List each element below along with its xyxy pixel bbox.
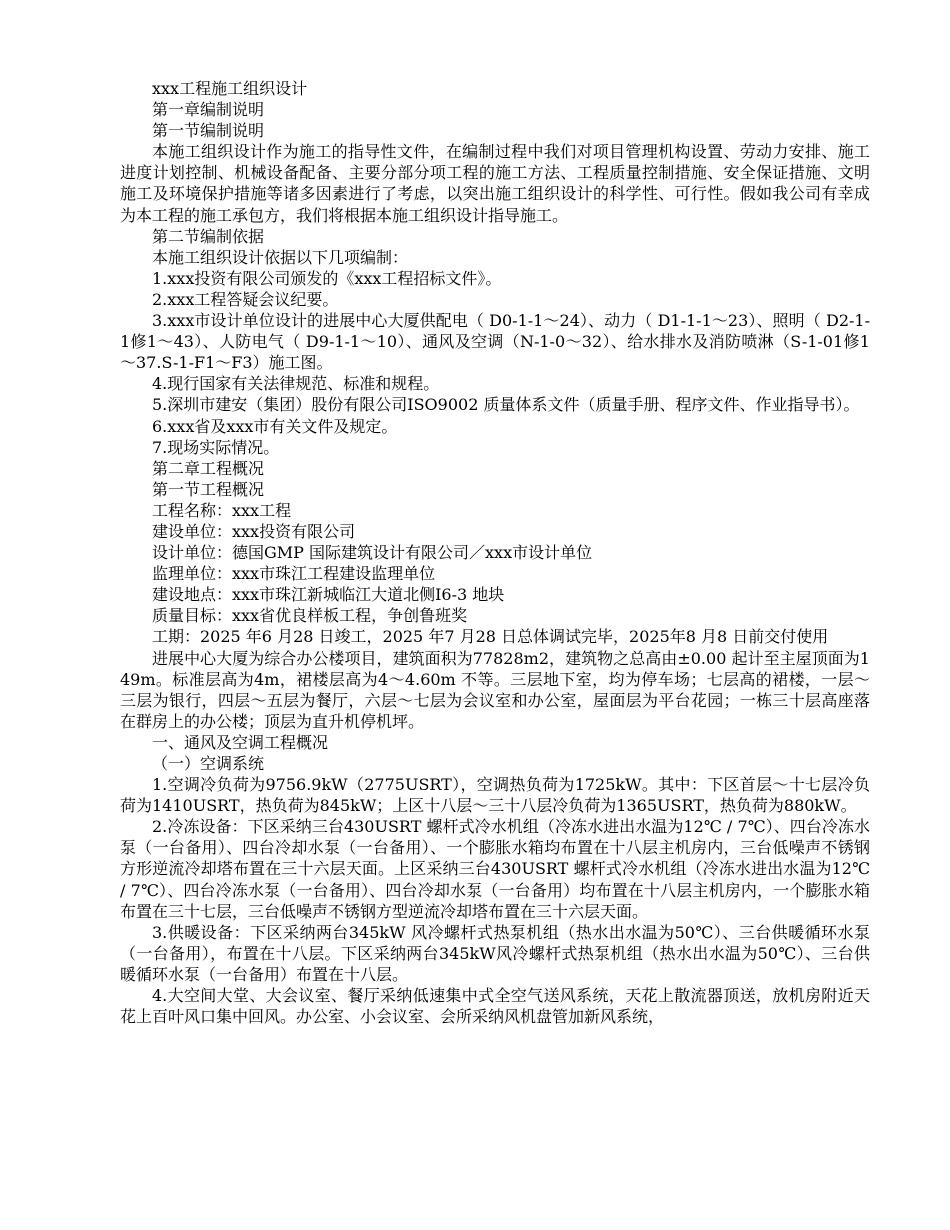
body-paragraph: 本施工组织设计作为施工的指导性文件，在编制过程中我们对项目管理机构设置、劳动力安排、施工进度计划控制、机械设备配备、主要分部分项工程的施工方法、工程质量控制措施、安全保证措施、文明施工及环境保护措施等诸多因素进行了考虑，以突出施工组织设计的科学性、可行性。假如我公司有幸成为本工程的施工承包方，我们将根据本施工组织设计指导施工。 [120, 142, 870, 225]
info-line: 工程名称：xxx工程 [152, 500, 292, 520]
list-item: 5.深圳市建安（集团）股份有限公司ISO9002 质量体系文件（质量手册、程序文件、作业指导书）。 [152, 395, 860, 415]
chapter-heading: 第一章编制说明 [152, 100, 265, 120]
body-paragraph: 进展中心大厦为综合办公楼项目，建筑面积为77828m2，建筑物之总高由±0.00 起计至主屋顶面为149m。标准层高为4m，裙楼层高为4～4.60m 不等。三层地下室，均为停车场；七层高的裙楼，一层～三层为银行，四层～五层为餐厅，六层～七层为会议室和办公室，屋面层为平台花园；一栋三十层高座落在群房上的办公楼；顶层为直升机停机坪。 [120, 648, 870, 731]
subsection-heading: 一、通风及空调工程概况 [152, 732, 329, 752]
list-item: 4.现行国家有关法律规范、标准和规程。 [152, 374, 440, 394]
list-item: 3.xxx市设计单位设计的进展中心大厦供配电（ D0-1-1～24）、动力（ D1-1-1～23）、照明（ D2-1-1修1～43）、人防电气（ D9-1-1～10）、通风及空调（N-1-0～32）、给水排水及消防喷淋（S-1-01修1～37.S-1-F1～F3）施工图。 [120, 311, 870, 373]
subsection-heading: （一）空调系统 [152, 754, 265, 773]
info-line: 监理单位：xxx市珠江工程建设监理单位 [152, 564, 436, 584]
section-heading: 第一节编制说明 [152, 121, 265, 141]
chapter-heading: 第二章工程概况 [152, 458, 265, 478]
section-heading: 第二节编制依据 [152, 226, 265, 246]
info-line: 设计单位：德国GMP 国际建筑设计有限公司／xxx市设计单位 [152, 543, 593, 563]
section-heading: 第一节工程概况 [152, 479, 265, 499]
info-line: 工期：2025 年6 月28 日竣工，2025 年7 月28 日总体调试完毕，2025年8 月8 日前交付使用 [152, 627, 829, 647]
list-item: 2.xxx工程答疑会议纪要。 [152, 289, 339, 309]
list-item: 7.现场实际情况。 [152, 437, 280, 457]
body-paragraph: 本施工组织设计依据以下几项编制： [152, 247, 409, 267]
info-line: 质量目标：xxx省优良样板工程，争创鲁班奖 [152, 606, 468, 626]
document-page [120, 78, 870, 1027]
list-item: 6.xxx省及xxx市有关文件及规定。 [152, 416, 398, 436]
info-line: 建设地点：xxx市珠江新城临江大道北侧Ⅰ6-3 地块 [152, 585, 505, 605]
info-line: 建设单位：xxx投资有限公司 [152, 521, 356, 541]
list-item: 1.空调冷负荷为9756.9kW（2775USRT），空调热负荷为1725kW。其中：下区首层～十七层冷负荷为1410USRT，热负荷为845kW；上区十八层～三十八层冷负荷为1365USRT，热负荷为880kW。 [120, 775, 870, 816]
list-item: 2.冷冻设备：下区采纳三台430USRT 螺杆式冷水机组（冷冻水进出水温为12℃ / 7℃）、四台冷冻水泵（一台备用）、四台冷却水泵（一台备用）、一个膨胀水箱均布置在十八层主机房内，三台低噪声不锈钢方形逆流冷却塔布置在三十六层天面。上区采纳三台430USRT 螺杆式冷水机组（冷冻水进出水温为12℃ / 7℃）、四台冷冻水泵（一台备用）、四台冷却水泵（一台备用）均布置在十八层主机房内，一个膨胀水箱布置在三十七层，三台低噪声不锈钢方型逆流冷却塔布置在三十六层天面。 [120, 817, 870, 921]
list-item: 3.供暖设备：下区采纳两台345kW 风冷螺杆式热泵机组（热水出水温为50℃）、三台供暖循环水泵（一台备用），布置在十八层。下区采纳两台345kW风冷螺杆式热泵机组（热水出水温为50℃）、三台供暖循环水泵（一台备用）布置在十八层。 [120, 922, 870, 984]
list-item: 1.xxx投资有限公司颁发的《xxx工程招标文件》。 [152, 268, 502, 288]
list-item: 4.大空间大堂、大会议室、餐厅采纳低速集中式全空气送风系统，天花上散流器顶送，放机房附近天花上百叶风口集中回风。办公室、小会议室、会所采纳风机盘管加新风系统， [120, 986, 870, 1027]
document-title: xxx工程施工组织设计 [152, 79, 308, 98]
